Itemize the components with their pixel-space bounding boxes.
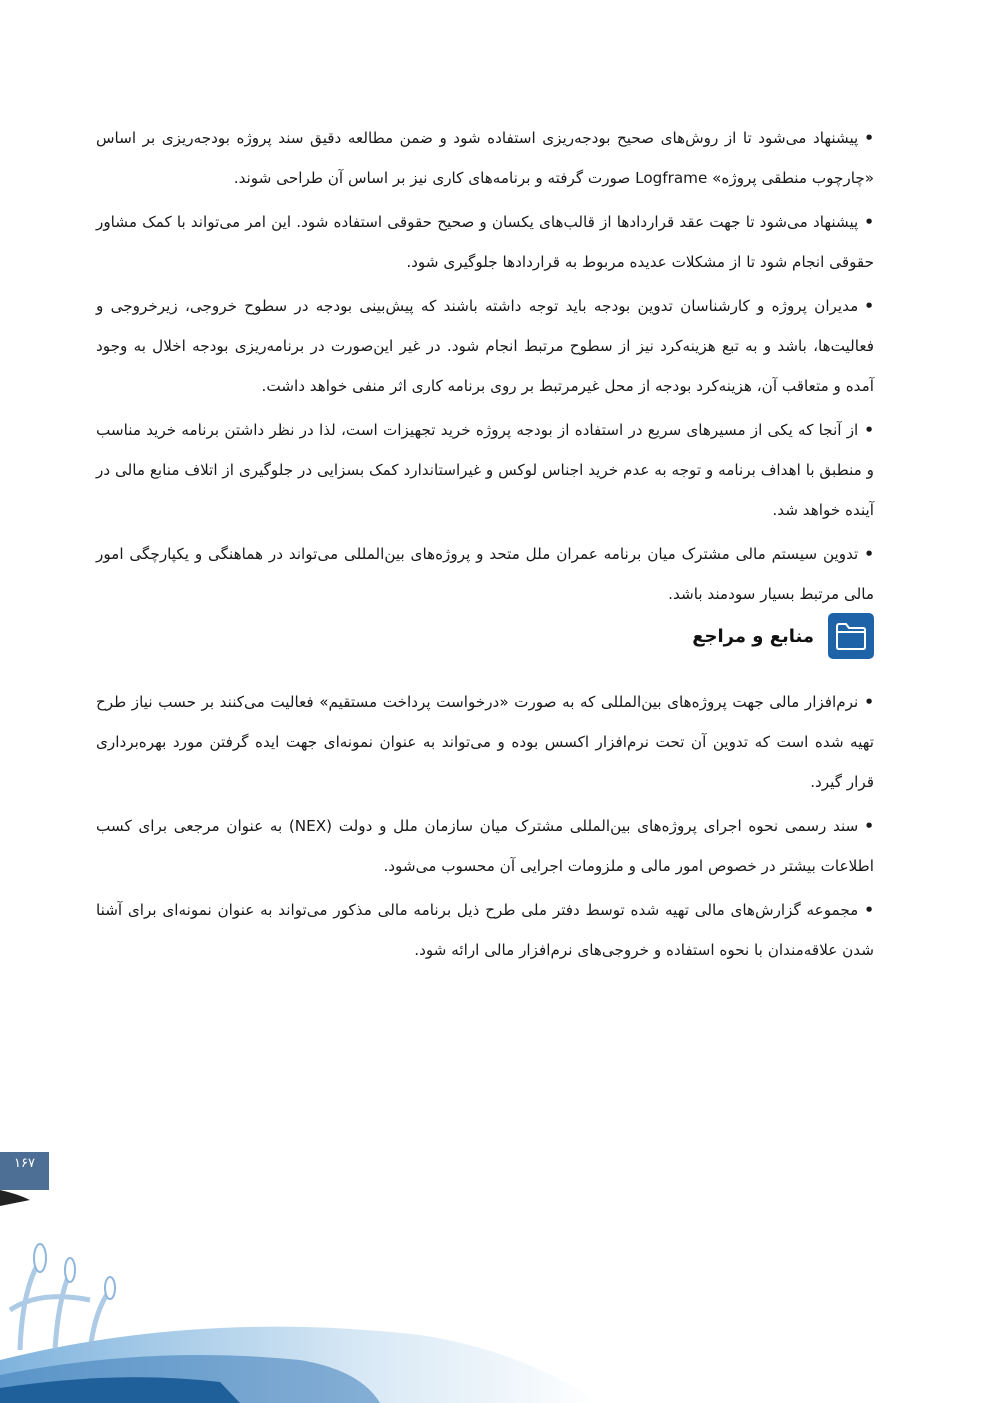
list-item-text: مدیران پروژه و کارشناسان تدوین بودجه باید توجه داشته باشند که پیش‌بینی بودجه در سطوح خروجی، زیرخروجی و فعالیت‌ها، باشد و به تبع هزینه‌کرد نیز از سطوح مرتبط انجام شود. در غیر این‌صورت در برنامه‌ریزی بودجه اخلال به وجود آمده و متعاقب آن، هزینه‌کرد بودجه از محل غیرمرتبط بر روی برنامه کاری اثر منفی خواهد داشت. — [96, 297, 874, 395]
recommendations-list — [96, 118, 874, 618]
bullet-marker: • — [864, 129, 874, 147]
references-list — [96, 682, 874, 974]
section-heading-title: منابع و مراجع — [692, 625, 814, 647]
list-item — [96, 806, 874, 886]
list-item — [96, 682, 874, 802]
bullet-marker: • — [864, 693, 874, 711]
page-number: ۱۶۷ — [0, 1152, 49, 1190]
bullet-marker: • — [864, 213, 874, 231]
list-item-text: پیشنهاد می‌شود تا جهت عقد قراردادها از قالب‌های یکسان و صحیح حقوقی استفاده شود. این امر می‌تواند با کمک مشاور حقوقی انجام شود تا از مشکلات عدیده مربوط به قراردادها جلوگیری شود. — [96, 213, 874, 271]
bullet-marker: • — [864, 901, 874, 919]
decorative-wave-icon — [0, 1160, 992, 1403]
list-item — [96, 202, 874, 282]
list-item — [96, 890, 874, 970]
folder-icon — [828, 613, 874, 659]
bullet-marker: • — [864, 421, 874, 439]
list-item-text: پیشنهاد می‌شود تا از روش‌های صحیح بودجه‌ریزی استفاده شود و ضمن مطالعه دقیق سند پروژه بودجه‌ریزی بر اساس «چارچوب منطقی پروژه» Logframe صورت گرفته و برنامه‌های کاری نیز بر اساس آن طراحی شوند. — [96, 129, 874, 187]
list-item-text: نرم‌افزار مالی جهت پروژه‌های بین‌المللی که به صورت «درخواست پرداخت مستقیم» فعالیت می‌کنند بر حسب نیاز طرح تهیه شده است که تدوین آن تحت نرم‌افزار اکسس بوده و می‌تواند به عنوان نمونه‌ای جهت ایده گرفتن مورد بهره‌برداری قرار گیرد. — [96, 693, 874, 791]
list-item — [96, 534, 874, 614]
list-item-text: تدوین سیستم مالی مشترک میان برنامه عمران ملل متحد و پروژه‌های بین‌المللی می‌تواند در هماهنگی و یکپارچگی امور مالی مرتبط بسیار سودمند باشد. — [96, 545, 874, 603]
list-item-text: مجموعه گزارش‌های مالی تهیه شده توسط دفتر ملی طرح ذیل برنامه مالی مذکور می‌تواند به عنوان نمونه‌ای برای آشنا شدن علاقه‌مندان با نحوه استفاده و خروجی‌های نرم‌افزار مالی ارائه شود. — [96, 901, 874, 959]
list-item-text: سند رسمی نحوه اجرای پروژه‌های بین‌المللی مشترک میان سازمان ملل و دولت (NEX) به عنوان مرجعی برای کسب اطلاعات بیشتر در خصوص امور مالی و ملزومات اجرایی آن محسوب می‌شود. — [96, 817, 874, 875]
bullet-marker: • — [864, 817, 874, 835]
list-item — [96, 410, 874, 530]
list-item — [96, 118, 874, 198]
section-heading — [600, 610, 874, 662]
list-item-text: از آنجا که یکی از مسیرهای سریع در استفاده از بودجه پروژه خرید تجهیزات است، لذا در نظر داشتن برنامه خرید مناسب و منطبق با اهداف برنامه و توجه به عدم خرید اجناس لوکس و غیراستاندارد کمک بسزایی در جلوگیری از اتلاف منابع مالی در آینده خواهد شد. — [96, 421, 874, 519]
bullet-marker: • — [864, 545, 874, 563]
bullet-marker: • — [864, 297, 874, 315]
list-item — [96, 286, 874, 406]
